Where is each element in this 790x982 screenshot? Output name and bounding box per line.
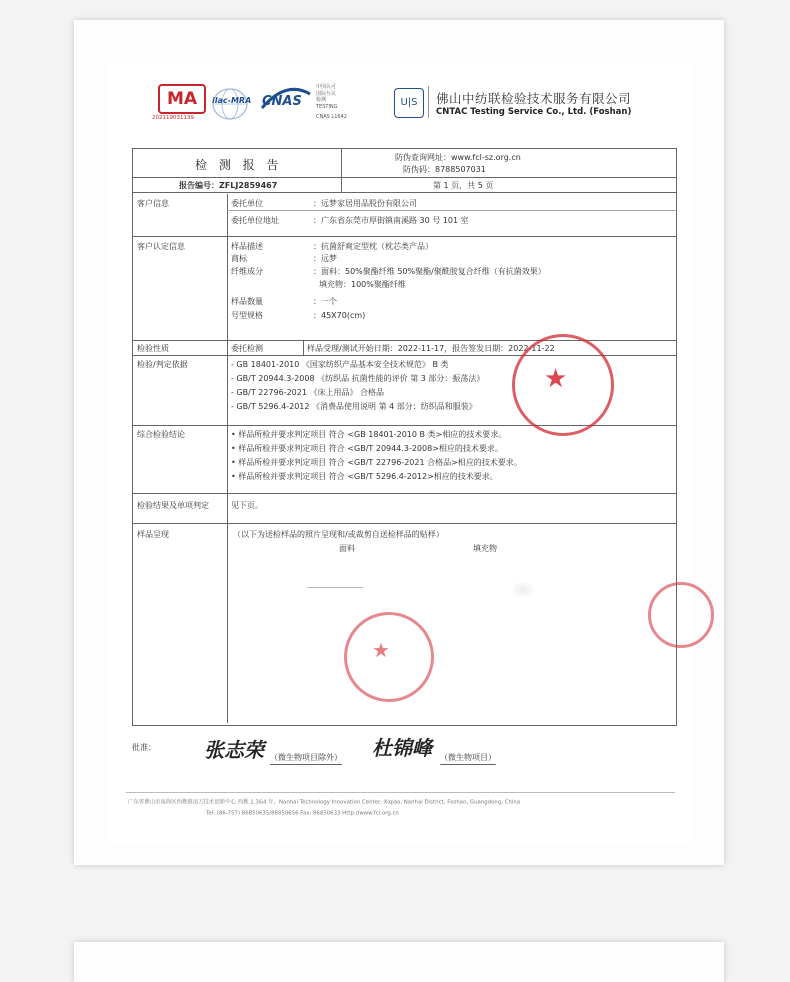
cnas-id: CNAS L1642 — [316, 114, 347, 120]
client-row — [133, 194, 676, 237]
result-value: 见下页。 — [231, 501, 263, 510]
client-address-label: 委托单位地址 — [231, 216, 279, 225]
footer-divider — [126, 792, 675, 793]
footer-address: 广东省佛山市南海区西樵镇南方技术创新中心 西樵 1.3&4 年，Nanhai Technology Innovation Center, Xiqiao, Nanhai District, Foshan, Guangdong, China — [128, 798, 521, 806]
filling-sample-swatch — [513, 583, 533, 597]
client-unit-value: ：远梦家居用品股份有限公司 — [313, 199, 417, 208]
cma-number: 202119031139 — [152, 115, 194, 121]
client-unit-label: 委托单位 — [231, 199, 263, 208]
header-divider — [428, 86, 429, 118]
basis-item: - GB 18401-2010 《国家纺织产品基本安全技术规范》 B 类 — [231, 360, 449, 369]
picture-frame-next — [74, 942, 724, 982]
report-number: 报告编号：ZFLJ2859467 — [179, 181, 278, 190]
signature-2: 杜锦峰 — [372, 736, 432, 760]
verify-site: 防伪查询网址：www.fcl-sz.org.cn — [395, 153, 521, 162]
page-info: 第 1 页，共 5 页 — [433, 181, 494, 190]
signature-1: 张志荣 — [204, 738, 264, 762]
conclusion-item: • 样品所检并要求判定项目 符合 <GB/T 20944.3-2008>相应的技术要求。 — [231, 444, 503, 453]
sample-desc-value: ：抗菌舒爽定型枕（枕芯类产品） — [313, 242, 433, 251]
filling-label: 填充物 — [473, 544, 497, 553]
sample-size-value: ：45X70(cm) — [313, 311, 366, 320]
fabric-sample-swatch — [307, 587, 363, 588]
test-report-document — [106, 64, 691, 842]
sample-fiber-value: ：面料：50%聚酯纤维 50%聚酯/聚酰胺复合纤维（有抗菌效果） — [313, 267, 546, 276]
cnas-logo: CNAS — [262, 94, 302, 109]
sample-section-label: 客户认定信息 — [137, 242, 185, 251]
sample-fiber-label: 纤维成分 — [231, 267, 263, 276]
conclusion-item: • 样品所检并要求判定项目 符合 <GB/T 5296.4-2012>相应的技术要求。 — [231, 472, 498, 481]
stamp-star-icon: ★ — [544, 364, 568, 394]
report-title: 检 测 报 告 — [195, 158, 283, 172]
conclusion-item: • 样品所检并要求判定项目 符合 <GB/T 22796-2021 合格品>相应的技术要求。 — [231, 458, 522, 467]
stamp-edge — [648, 582, 714, 648]
sample-qty-value: ：一个 — [313, 297, 337, 306]
nature-dates: 样品受理/测试开始日期：2022-11-17，报告签发日期：2022-11-22 — [307, 344, 555, 353]
presentation-note: （以下为送检样品的照片呈现和/或裁剪自送检样品的贴样） — [233, 530, 444, 539]
org-name-en: CNTAC Testing Service Co., Ltd. (Foshan) — [436, 107, 632, 117]
client-section-label: 客户信息 — [137, 199, 169, 208]
verify-code: 防伪码：8788507031 — [403, 165, 486, 174]
basis-item: - GB/T 5296.4-2012 《消费品使用说明 第 4 部分：纺织品和服装》 — [231, 402, 477, 411]
sample-qty-label: 样品数量 — [231, 297, 263, 306]
report-no-row — [133, 177, 676, 193]
approval-label: 批准： — [132, 743, 156, 752]
ilac-logo: ilac-MRA — [212, 96, 252, 105]
sample-row — [133, 236, 676, 341]
signature-2-role: （微生物项目） — [440, 752, 496, 765]
sample-brand-label: 商标 — [231, 254, 247, 263]
sample-filling-value: 填充物：100%聚酯纤维 — [319, 280, 406, 289]
sample-size-label: 号型规格 — [231, 311, 263, 320]
basis-item: - GB/T 22796-2021 《床上用品》 合格品 — [231, 388, 385, 397]
basis-item: - GB/T 20944.3-2008 《纺织品 抗菌性能的评价 第 3 部分：振荡法》 — [231, 374, 485, 383]
conclusion-item: • 样品所检并要求判定项目 符合 <GB 18401-2010 B 类>相应的技术要求。 — [231, 430, 507, 439]
conclusion-section-label: 综合检验结论 — [137, 430, 185, 439]
footer-contact: Tel: (86-757) 86850635/86850656 Fax: 86850633 Http://www.fcl.org.cn — [206, 810, 399, 817]
result-row — [133, 493, 676, 524]
fabric-label: 面料 — [339, 544, 355, 553]
nature-section-label: 检验性质 — [137, 344, 169, 353]
sample-brand-value: ：远梦 — [313, 254, 337, 263]
signature-1-role: （微生物项目除外） — [270, 752, 342, 765]
cma-logo: MA — [158, 84, 206, 114]
client-address-value: ：广东省东莞市厚街镇南溪路 30 号 101 室 — [313, 216, 469, 225]
title-row — [133, 149, 676, 178]
sample-desc-label: 样品描述 — [231, 242, 263, 251]
presentation-section-label: 样品呈现 — [137, 530, 169, 539]
basis-section-label: 检验/判定依据 — [137, 360, 188, 369]
org-name-cn: 佛山中纺联检验技术服务有限公司 — [436, 91, 632, 106]
conclusion-row — [133, 425, 676, 494]
result-section-label: 检验结果及单项判定 — [137, 501, 209, 510]
nature-value: 委托检测 — [231, 344, 263, 353]
org-logo: U|S — [394, 88, 424, 118]
stamp-bottom-star-icon: ★ — [372, 638, 390, 662]
cnas-side-text: 中国认可 国际互认 检测 TESTING — [316, 84, 338, 110]
